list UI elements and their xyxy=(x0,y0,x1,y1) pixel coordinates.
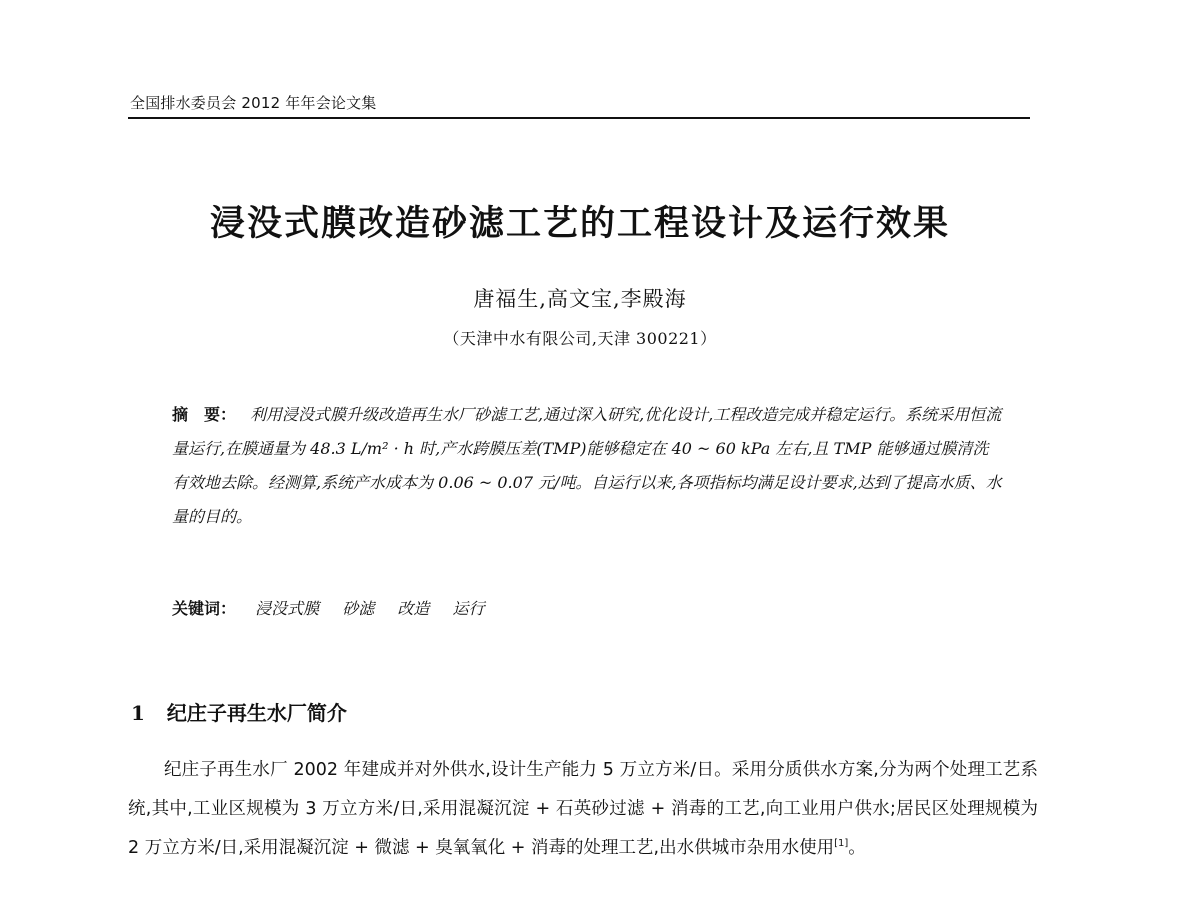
affiliation: （天津中水有限公司,天津 300221） xyxy=(443,329,717,348)
abstract-text: 利用浸没式膜升级改造再生水厂砂滤工艺,通过深入研究,优化设计,工程改造完成并稳定运行。系统采用恒流量运行,在膜通量为 48.3 L/m² · h 时,产水跨膜压差(TMP)能够稳定在 40 ~ 60 kPa 左右,且 TMP 能够通过膜清洗有效地去除。经测算,系统产水成本为 0.06 ~ 0.07 元/吨。自运行以来,各项指标均满足设计要求,达到了提高水质、水量的目的。 xyxy=(172,405,1002,526)
authors: 唐福生,高文宝,李殿海 xyxy=(473,287,687,311)
section-title: 纪庄子再生水厂简介 xyxy=(166,701,347,725)
abstract xyxy=(172,398,1002,534)
running-header: 全国排水委员会 2012 年年会论文集 xyxy=(130,94,377,112)
header-rule xyxy=(128,117,1030,119)
section-heading xyxy=(131,697,347,726)
body-text-end: 。 xyxy=(848,838,866,858)
section-number: 1 xyxy=(131,701,145,725)
keyword-item: 改造 xyxy=(397,599,430,618)
body-paragraph xyxy=(128,751,1038,868)
keyword-item: 浸没式膜 xyxy=(255,599,320,618)
keywords xyxy=(172,596,502,619)
citation-ref: [1] xyxy=(834,838,849,850)
body-text: 纪庄子再生水厂 2002 年建成并对外供水,设计生产能力 5 万立方米/日。采用分质供水方案,分为两个处理工艺系统,其中,工业区规模为 3 万立方米/日,采用混凝沉淀 + 石英砂过滤 + 消毒的工艺,向工业用户供水;居民区处理规模为 2 万立方米/日,采用混凝沉淀 + 微滤 + 臭氧氧化 + 消毒的处理工艺,出水供城市杂用水使用 xyxy=(128,760,1038,858)
keyword-item: 砂滤 xyxy=(342,599,375,618)
abstract-label: 摘 要： xyxy=(172,405,237,424)
paper-title: 浸没式膜改造砂滤工艺的工程设计及运行效果 xyxy=(209,204,950,244)
keywords-label: 关键词： xyxy=(172,599,237,618)
keyword-item: 运行 xyxy=(452,599,485,618)
